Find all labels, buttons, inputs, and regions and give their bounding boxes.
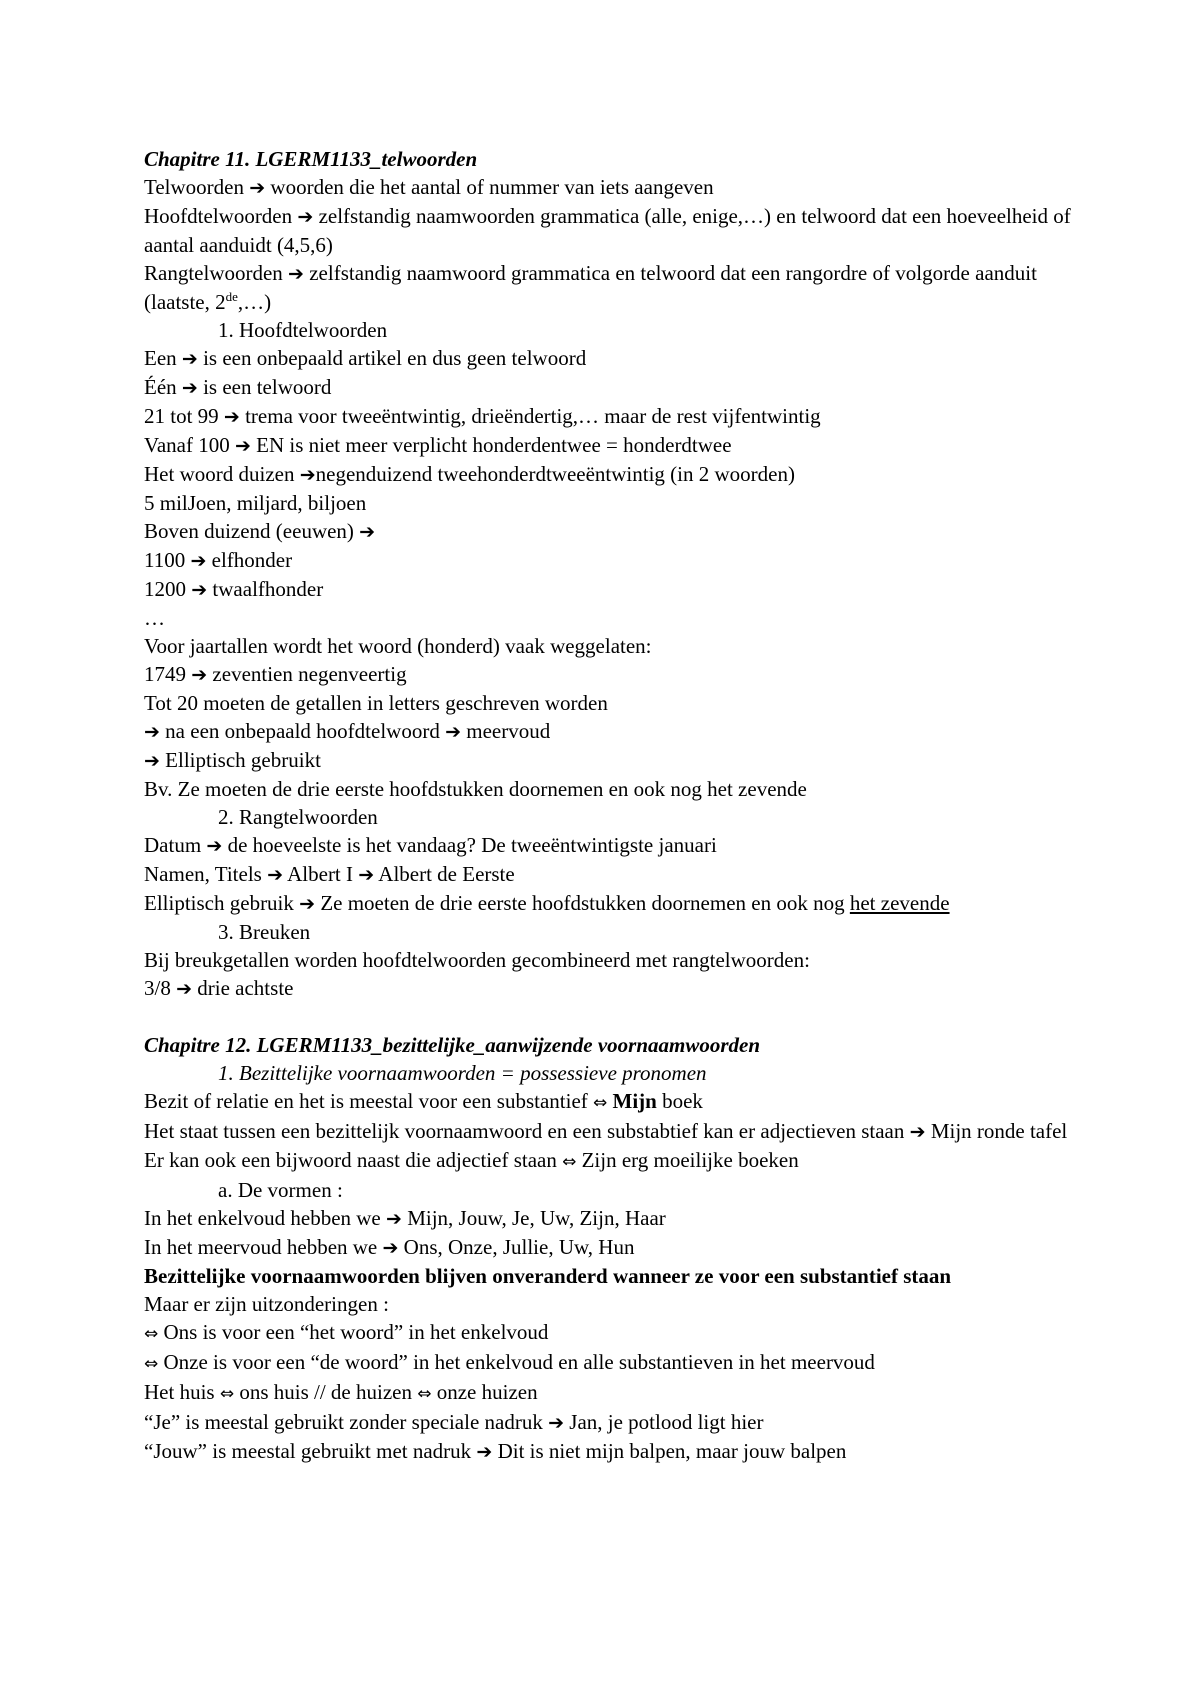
text-line: Hoofdtelwoorden ➔ zelfstandig naamwoorden grammatica (alle, enige,…) en telwoord dat een hoeveelheid of aantal aanduidt (4,5,6)	[144, 204, 1076, 257]
arrow-icon: ➔	[548, 1412, 565, 1434]
text-line: In het enkelvoud hebben we ➔ Mijn, Jouw, Je, Uw, Zijn, Haar	[144, 1206, 666, 1230]
arrow-icon: ➔	[382, 1237, 399, 1259]
arrow-icon: ➔	[299, 893, 316, 915]
arrow-icon: ➔	[386, 1208, 402, 1230]
subheading-rangtelwoorden: 2. Rangtelwoorden	[218, 805, 378, 829]
text-line: Boven duizend (eeuwen) ➔	[144, 519, 376, 543]
text-line: Er kan ook een bijwoord naast die adjectief staan ⇔ Zijn erg moeilijke boeken	[144, 1148, 799, 1172]
text-line: Elliptisch gebruik ➔ Ze moeten de drie eerste hoofdstukken doornemen en ook nog het zevende	[144, 891, 950, 915]
text-line: Tot 20 moeten de getallen in letters geschreven worden	[144, 691, 608, 715]
subheading-bezittelijke: 1. Bezittelijke voornaamwoorden = possessieve pronomen	[218, 1061, 707, 1085]
arrow-icon: ➔	[191, 579, 208, 601]
arrow-icon: ➔	[181, 377, 198, 399]
double-arrow-icon: ⇔	[593, 1093, 608, 1113]
text-line: ➔ Elliptisch gebruikt	[144, 748, 321, 772]
arrow-icon: ➔	[909, 1121, 926, 1143]
double-arrow-icon: ⇔	[417, 1384, 432, 1404]
text-line: ⇔ Onze is voor een “de woord” in het enkelvoud en alle substantieven in het meervoud	[144, 1350, 875, 1374]
text-line: Een ➔ is een onbepaald artikel en dus geen telwoord	[144, 346, 587, 370]
text-line: 3/8 ➔ drie achtste	[144, 976, 294, 1000]
arrow-icon: ➔	[299, 464, 316, 486]
subheading-breuken: 3. Breuken	[218, 920, 311, 944]
text-line: 1200 ➔ twaalfhonder	[144, 577, 324, 601]
double-arrow-icon: ⇔	[219, 1384, 235, 1404]
underlined-text: het zevende	[849, 891, 950, 915]
text-line: Het staat tussen een bezittelijk voornaamwoord en een substabtief kan er adjectieven staan ➔ Mijn ronde tafel	[144, 1119, 1068, 1143]
text-line: Het huis ⇔ ons huis // de huizen ⇔ onze huizen	[144, 1380, 538, 1404]
text-line: …	[144, 606, 165, 630]
text-line: Datum ➔ de hoeveelste is het vandaag? De tweeëntwintigste januari	[144, 833, 717, 857]
arrow-icon: ➔	[190, 550, 207, 572]
arrow-icon: ➔	[206, 835, 223, 857]
text-line: Vanaf 100 ➔ EN is niet meer verplicht honderdentwee = honderdtwee	[144, 433, 732, 457]
subheading-hoofdtelwoorden: 1. Hoofdtelwoorden	[218, 318, 388, 342]
arrow-icon: ➔	[297, 206, 314, 228]
text-line: Maar er zijn uitzonderingen :	[144, 1292, 389, 1316]
text-line: Telwoorden ➔ woorden die het aantal of nummer van iets aangeven	[144, 175, 714, 199]
arrow-icon: ➔	[234, 435, 251, 457]
arrow-icon: ➔	[358, 864, 375, 886]
text-line: 5 milJoen, miljard, biljoen	[144, 491, 367, 515]
text-line: ⇔ Ons is voor een “het woord” in het enkelvoud	[144, 1320, 549, 1344]
arrow-icon: ➔	[288, 263, 304, 285]
text-line: Voor jaartallen wordt het woord (honderd) vaak weggelaten:	[144, 634, 652, 658]
text-line: Rangtelwoorden ➔ zelfstandig naamwoord grammatica en telwoord dat een rangordre of volgorde aanduit (laatste, 2de,…)	[144, 261, 1043, 314]
arrow-icon: ➔	[144, 750, 160, 772]
double-arrow-icon: ⇔	[562, 1152, 577, 1172]
arrow-icon: ➔	[176, 978, 193, 1000]
text-line: Bij breukgetallen worden hoofdtelwoorden gecombineerd met rangtelwoorden:	[144, 948, 810, 972]
arrow-icon: ➔	[249, 177, 266, 199]
text-line: In het meervoud hebben we ➔ Ons, Onze, Jullie, Uw, Hun	[144, 1235, 635, 1259]
chapter-12-title: Chapitre 12. LGERM1133_bezittelijke_aanwijzende voornaamwoorden	[144, 1033, 761, 1057]
text-line: 21 tot 99 ➔ trema voor tweeëntwintig, drieëndertig,… maar de rest vijfentwintig	[144, 404, 821, 428]
section-spacer	[144, 1003, 1074, 1031]
text-line: “Jouw” is meestal gebruikt met nadruk ➔ Dit is niet mijn balpen, maar jouw balpen	[144, 1439, 847, 1463]
arrow-icon: ➔	[191, 664, 208, 686]
text-line: ➔ na een onbepaald hoofdtelwoord ➔ meervoud	[144, 719, 551, 743]
text-line: Bezit of relatie en het is meestal voor een substantief ⇔ Mijn boek	[144, 1089, 703, 1113]
arrow-icon: ➔	[144, 721, 160, 743]
text-line: “Je” is meestal gebruikt zonder speciale nadruk ➔ Jan, je potlood ligt hier	[144, 1410, 764, 1434]
text-line: 1749 ➔ zeventien negenveertig	[144, 662, 407, 686]
text-line: Namen, Titels ➔ Albert I ➔ Albert de Eerste	[144, 862, 515, 886]
subheading-de-vormen: a. De vormen :	[218, 1178, 343, 1202]
chapter-11-title: Chapitre 11. LGERM1133_telwoorden	[144, 147, 478, 171]
text-line: Één ➔ is een telwoord	[144, 375, 332, 399]
arrow-icon: ➔	[476, 1441, 493, 1463]
double-arrow-icon: ⇔	[144, 1324, 159, 1344]
text-line: Het woord duizen ➔negenduizend tweehonderdtweeëntwintig (in 2 woorden)	[144, 462, 795, 486]
arrow-icon: ➔	[267, 864, 284, 886]
text-line: Bv. Ze moeten de drie eerste hoofdstukken doornemen en ook nog het zevende	[144, 777, 807, 801]
text-line: 1100 ➔ elfhonder	[144, 548, 293, 572]
arrow-icon: ➔	[445, 721, 461, 743]
bold-rule: Bezittelijke voornaamwoorden blijven onveranderd wanneer ze voor een substantief staan	[144, 1264, 952, 1288]
arrow-icon: ➔	[359, 521, 376, 543]
double-arrow-icon: ⇔	[144, 1354, 159, 1374]
arrow-icon: ➔	[223, 406, 240, 428]
arrow-icon: ➔	[181, 348, 198, 370]
document-body	[144, 145, 1074, 1466]
